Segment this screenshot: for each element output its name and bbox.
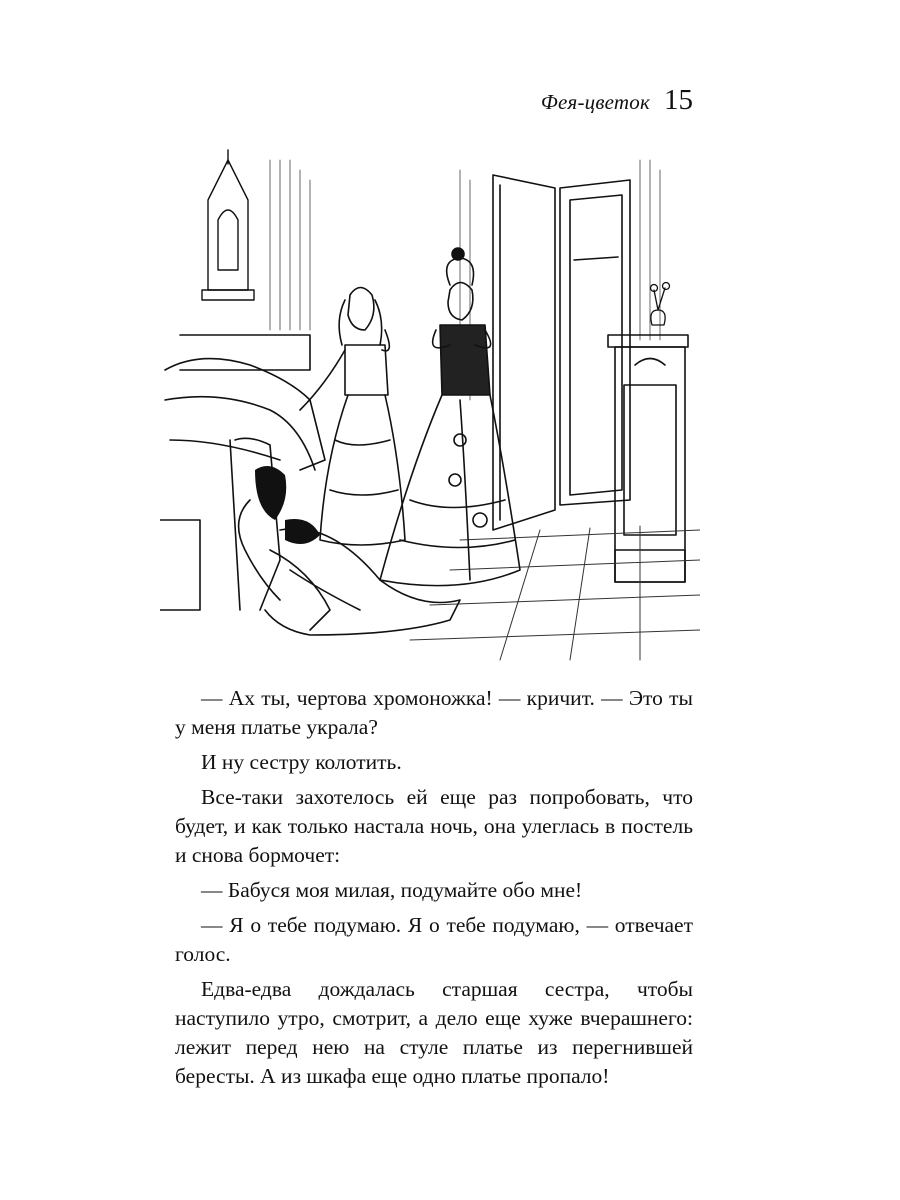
paragraph: — Я о тебе подумаю. Я о тебе подумаю, — отвечает голос. xyxy=(175,913,693,966)
running-head xyxy=(541,84,693,117)
open-door xyxy=(493,175,630,530)
figure-lady xyxy=(380,248,520,586)
bed xyxy=(160,335,325,610)
chair-with-dress xyxy=(230,438,460,635)
figure-girl xyxy=(300,288,405,546)
floor-tiles xyxy=(410,526,700,660)
running-title: Фея-цветок xyxy=(540,90,650,114)
paragraph: — Бабуся моя милая, подумайте обо мне! xyxy=(201,878,583,902)
cabinet xyxy=(608,335,688,582)
page-number: 15 xyxy=(664,84,693,116)
wall-shrine xyxy=(202,150,254,300)
engraving-illustration xyxy=(160,140,700,675)
story-text xyxy=(175,684,693,1097)
paragraph: Едва-едва дождалась старшая сестра, чтобы наступило утро, смотрит, а дело еще хуже вчерашнего: лежит перед нею на стуле платье из перегнившей бересты. А из шкафа еще одно платье пропало! xyxy=(175,977,693,1088)
paragraph: Все-таки захотелось ей еще раз попробовать, что будет, и как только настала ночь, она улеглась в постель и снова бормочет: xyxy=(175,785,693,867)
paragraph: И ну сестру колотить. xyxy=(201,750,402,774)
paragraph: — Ах ты, чертова хромоножка! — кричит. — Это ты у меня платье украла? xyxy=(175,686,693,739)
